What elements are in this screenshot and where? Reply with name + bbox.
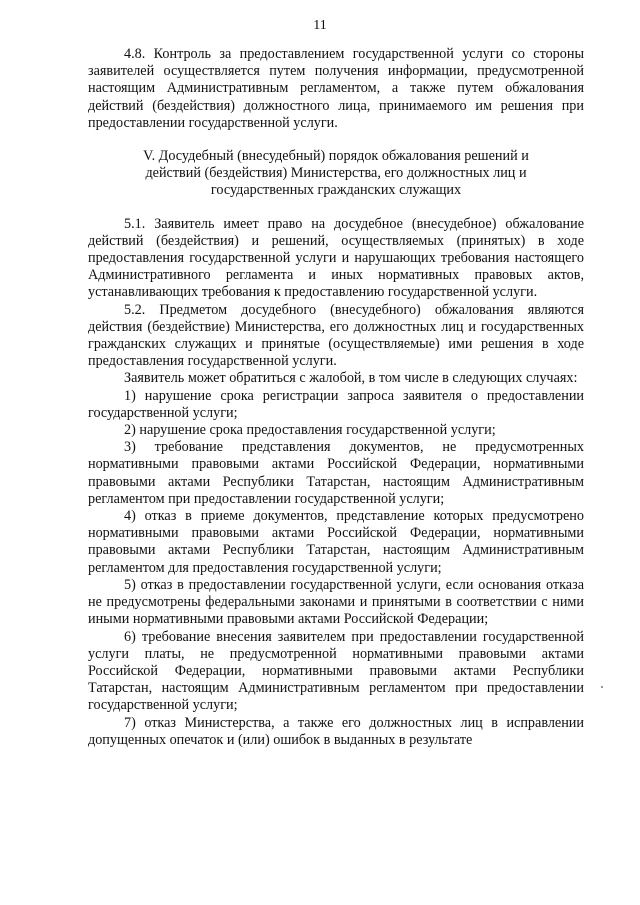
section-heading-line-1: V. Досудебный (внесудебный) порядок обжалования решений и [143, 148, 529, 165]
section-heading-line-3: государственных гражданских служащих [210, 182, 462, 199]
document-body [88, 46, 584, 749]
list-item-6: 6) требование внесения заявителем при предоставлении государственной услуги платы, не предусмотренной нормативными правовыми актами Российской Федерации, нормативными правовыми актами Республики Татарстан, настоящим Административным регламентом при предоставлении государственной услуги; [88, 628, 584, 714]
paragraph-5-1: 5.1. Заявитель имеет право на досудебное (внесудебное) обжалование действий (бездействия) и решений, осуществляемых (принятых) в ходе предоставления государственной услуги и нарушающих требования настоящего Административного регламента и иных нормативных правовых актов, устанавливающих требования к предоставлению государственной услуги. [88, 215, 584, 301]
list-item-4: 4) отказ в приеме документов, представление которых предусмотрено нормативными правовыми актами Российской Федерации, нормативными правовыми актами Республики Татарстан, настоящим Административным регламентом для предоставления государственной услуги; [88, 508, 584, 576]
section-heading [88, 148, 584, 200]
list-item-1: 1) нарушение срока регистрации запроса заявителя о предоставлении государственной услуги; [88, 387, 584, 421]
paragraph-4-8: 4.8. Контроль за предоставлением государственной услуги со стороны заявителей осуществляется путем получения информации, предусмотренной настоящим Административным регламентом, а также путем обжалования действий (бездействия) должностного лица, принимаемого им решения при предоставлении государственной услуги. [88, 46, 584, 131]
list-item-2: 2) нарушение срока предоставления государственной услуги; [124, 422, 496, 439]
scan-speck [601, 686, 603, 688]
list-item-3: 3) требование представления документов, не предусмотренных нормативными правовыми актами Российской Федерации, нормативными правовыми актами Республики Татарстан, настоящим Административным регламентом при предоставлении государственной услуги; [88, 439, 584, 507]
paragraph-5-2: 5.2. Предметом досудебного (внесудебного) обжалования являются действия (бездействие) Министерства, его должностных лиц и государственных гражданских служащих и принятые (осуществляемые) ими решения в ходе предоставления государственной услуги. [88, 301, 584, 370]
paragraph-complaint-cases: Заявитель может обратиться с жалобой, в том числе в следующих случаях: [124, 370, 578, 387]
list-item-7: 7) отказ Министерства, а также его должностных лиц в исправлении допущенных опечаток и (или) ошибок в выданных в результате [88, 714, 584, 748]
list-item-5: 5) отказ в предоставлении государственной услуги, если основания отказа не предусмотрены федеральными законами и принятыми в соответствии с ними иными нормативными правовыми актами Российской Федерации; [88, 576, 584, 628]
page-number: 11 [313, 18, 327, 33]
section-heading-line-2: действий (бездействия) Министерства, его должностных лиц и [145, 165, 527, 182]
